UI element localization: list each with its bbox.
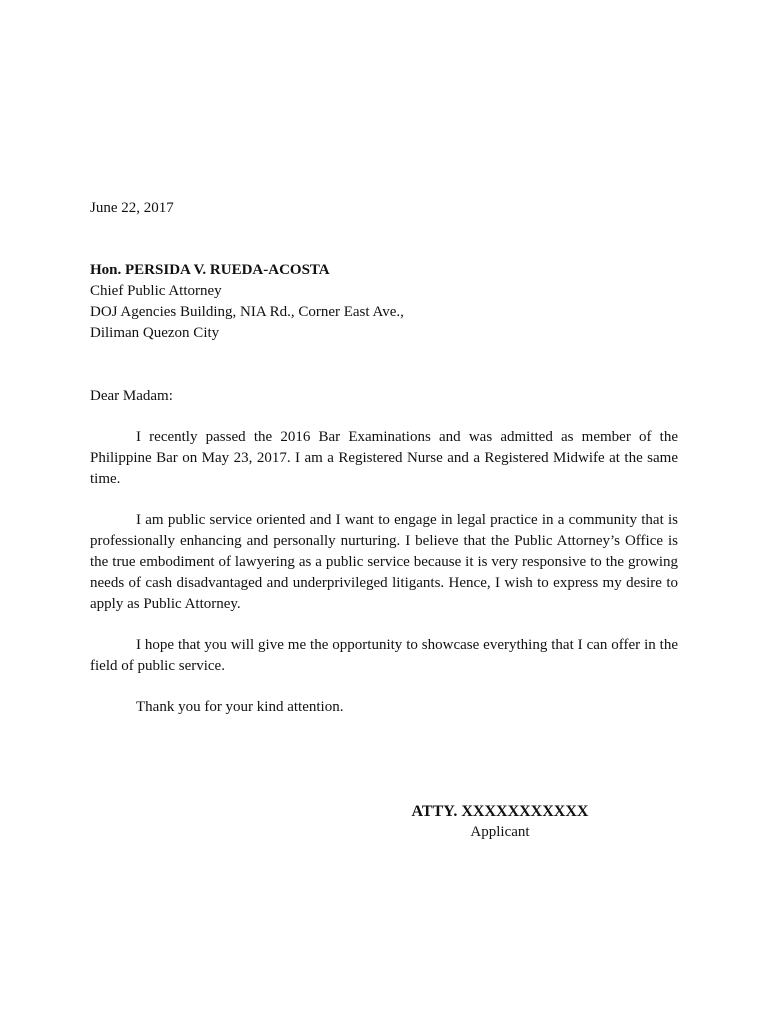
body-paragraph: I recently passed the 2016 Bar Examinations and was admitted as member of the Philippine Bar on May 23, 2017. I am a Registered Nurse and a Registered Midwife at the same time.	[90, 429, 678, 487]
signature-block	[407, 801, 593, 843]
body-paragraph: I am public service oriented and I want to engage in legal practice in a community that is professionally enhancing and personally nurturing. I believe that the Public Attorney’s Office is the true embodiment of lawyering as a public service because it is very responsive to the growing needs of cash disadvantaged and underprivileged litigants. Hence, I wish to express my desire to apply as Public Attorney.	[90, 512, 678, 612]
body-paragraph: I hope that you will give me the opportunity to showcase everything that I can offer in the field of public service.	[90, 637, 678, 674]
recipient-address-line2: Diliman Quezon City	[90, 325, 220, 341]
signatory-name: ATTY. XXXXXXXXXXX	[411, 803, 589, 820]
recipient-name: Hon. PERSIDA V. RUEDA-ACOSTA	[90, 262, 330, 278]
closing-paragraph: Thank you for your kind attention.	[136, 699, 344, 715]
recipient-address-line1: DOJ Agencies Building, NIA Rd., Corner East Ave.,	[90, 304, 404, 320]
salutation: Dear Madam:	[90, 388, 173, 404]
recipient-block	[90, 260, 404, 344]
letter-body	[90, 427, 678, 738]
signatory-title: Applicant	[470, 824, 530, 840]
letter-date: June 22, 2017	[90, 200, 174, 216]
recipient-title: Chief Public Attorney	[90, 283, 222, 299]
